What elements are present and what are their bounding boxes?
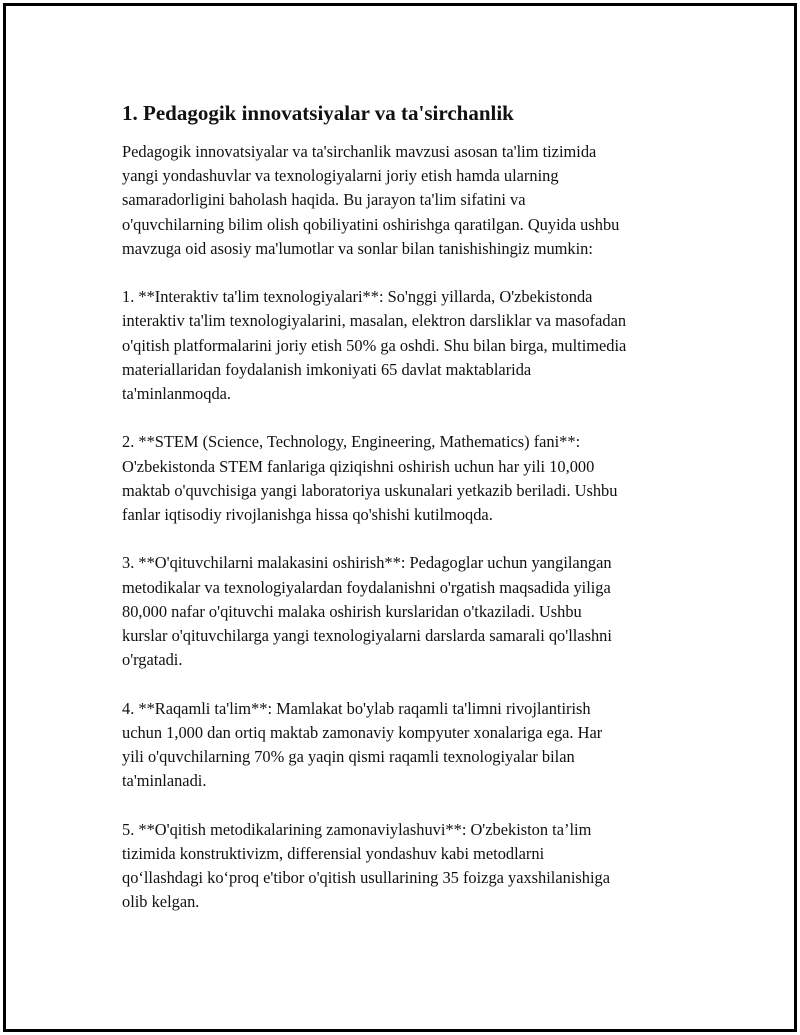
list-item-teaching-methods: 5. **O'qitish metodikalarining zamonaviylashuvi**: O'zbekiston ta’lim tizimida konstruktivizm, differensial yondashuv kabi metodlarni qo‘llashdagi ko‘proq e'tibor o'qitish usullarining 35 foizga yaxshilanishiga olib kelgan.: [122, 819, 610, 912]
list-item-stem: 2. **STEM (Science, Technology, Engineering, Mathematics) fani**: O'zbekistonda STEM fanlariga qiziqishni oshirish uchun har yili 10,000 maktab o'quvchisiga yangi laboratoriya uskunalari yetkazib beriladi. Ushbu fanlar iqtisodiy rivojlanishga hissa qo'shishi kutilmoqda.: [122, 432, 618, 525]
document-body: [122, 100, 712, 939]
section-heading: 1. Pedagogik innovatsiyalar va ta'sirchanlik: [122, 101, 514, 125]
list-item-digital-education: 4. **Raqamli ta'lim**: Mamlakat bo'ylab raqamli ta'limni rivojlantirish uchun 1,000 dan ortiq maktab zamonaviy kompyuter xonalariga ega. Har yili o'quvchilarning 70% ga yaqin qismi raqamli texnologiyalar bilan ta'minlanadi.: [122, 698, 603, 791]
list-item-teacher-training: 3. **O'qituvchilarni malakasini oshirish**: Pedagoglar uchun yangilangan metodikalar va texnologiyalardan foydalanishni o'rgatish maqsadida yiliga 80,000 nafar o'qituvchi malaka oshirish kurslaridan o'tkaziladi. Ushbu kurslar o'qituvchilarga yangi texnologiyalarni darslarda samarali qo'llashni o'rgatadi.: [122, 553, 612, 670]
intro-paragraph: Pedagogik innovatsiyalar va ta'sirchanlik mavzusi asosan ta'lim tizimida yangi yondashuvlar va texnologiyalarni joriy etish hamda ularning samaradorligini baholash haqida. Bu jarayon ta'lim sifatini va o'quvchilarning bilim olish qobiliyatini oshirishga qaratilgan. Quyida ushbu mavzuga oid asosiy ma'lumotlar va sonlar bilan tanishishingiz mumkin:: [122, 142, 620, 258]
page-frame: [3, 3, 797, 1032]
list-item-interactive-tech: 1. **Interaktiv ta'lim texnologiyalari**: So'nggi yillarda, O'zbekistonda interaktiv ta'lim texnologiyalarini, masalan, elektron darsliklar va masofadan o'qitish platformalarini joriy etish 50% ga oshdi. Shu bilan birga, multimedia materiallaridan foydalanish imkoniyati 65 davlat maktablarida ta'minlanmoqda.: [122, 287, 627, 404]
